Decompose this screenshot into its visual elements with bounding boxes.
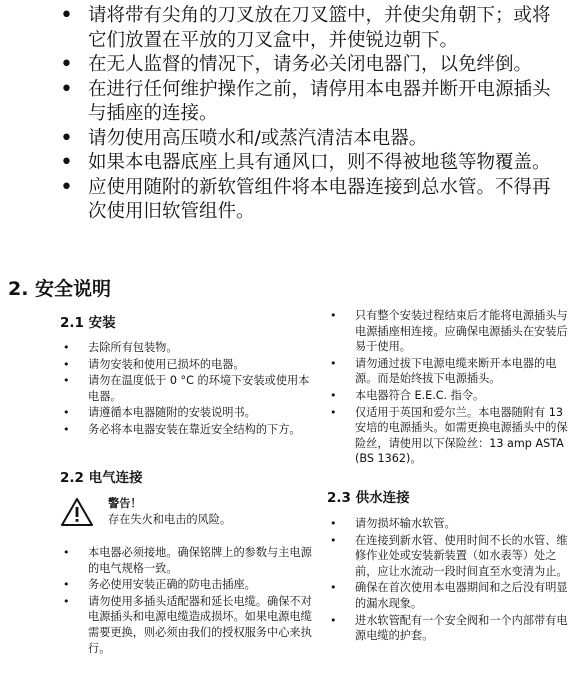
list-item: • 如果本电器底座上具有通风口，则不得被地毯等物覆盖。	[60, 150, 551, 175]
bullet-icon: •	[60, 76, 73, 102]
list-item: • 在无人监督的情况下，请务必关闭电器门，以免绊倒。	[60, 52, 533, 77]
list-item: • 务必使用安装正确的防电击插座。	[63, 578, 256, 592]
list-item: • 应使用随附的新软管组件将本电器连接到总水管。不得再次使用旧软管组件。	[60, 174, 551, 222]
list-item: • 请勿使用多插头适配器和延长电缆。确保不对电源插头和电源电缆造成损坏。如果电源电缆需要更换，则必须由我们的授权服务中心来执行。	[63, 594, 312, 655]
install-list	[60, 340, 312, 439]
water-heading: 2.3 供水连接	[327, 490, 410, 506]
electrical-list-continued	[327, 308, 571, 468]
bullet-icon: •	[63, 422, 70, 436]
list-item: • 请勿损坏输水软管。	[330, 517, 456, 530]
install-heading: 2.1 安装	[60, 315, 116, 331]
section-title: 2. 安全说明	[8, 278, 112, 300]
bullet-icon: •	[330, 533, 337, 547]
list-item: • 务必将本电器安装在靠近安全结构的下方。	[63, 422, 301, 436]
bullet-icon: •	[330, 517, 337, 530]
bullet-icon: •	[330, 309, 337, 322]
list-item: • 仅适用于英国和爱尔兰。本电器随附有 13 安培的电源插头。如需更换电源插头中的保险丝，请使用以下保险丝：13 amp ASTA (BS 1362)。	[330, 405, 568, 466]
list-item: • 请勿在温度低于 0 °C 的环境下安装或使用本电器。	[63, 374, 310, 403]
warning-box	[60, 495, 320, 531]
bullet-icon: •	[63, 357, 70, 371]
bullet-icon: •	[63, 546, 70, 559]
warning-text: 存在失火和电击的风险。	[108, 513, 232, 526]
bullet-icon: •	[60, 125, 73, 151]
warning-triangle-icon	[60, 497, 94, 527]
list-item: • 请遵循本电器随附的安装说明书。	[63, 406, 256, 420]
list-item: • 确保在首次使用本电器期间和之后没有明显的漏水现象。	[330, 581, 568, 610]
bullet-icon: •	[63, 578, 70, 592]
electrical-heading: 2.2 电气连接	[60, 470, 143, 486]
list-item: • 进水软管配有一个安全阀和一个内部带有电源电缆的护套。	[330, 613, 568, 643]
bullet-icon: •	[330, 613, 337, 627]
bullet-icon: •	[63, 594, 70, 608]
bullet-icon: •	[60, 150, 73, 175]
bullet-icon: •	[63, 341, 70, 354]
water-list	[327, 516, 571, 645]
list-item: • 只有整个安装过程结束后才能将电源插头与电源插座相连接。应确保电源插头在安装后易于使用。	[330, 309, 568, 354]
bullet-icon: •	[60, 174, 73, 200]
bullet-icon: •	[63, 374, 70, 388]
list-item: • 请勿通过拔下电源电缆来断开本电器的电源。而是始终拔下电源插头。	[330, 356, 557, 386]
top-safety-list	[50, 4, 568, 225]
list-item: • 本电器符合 E.E.C. 指令。	[330, 388, 485, 402]
bullet-icon: •	[330, 388, 337, 402]
bullet-icon: •	[330, 405, 337, 419]
bullet-icon: •	[63, 406, 70, 420]
list-item: • 请勿安装和使用已损坏的电器。	[63, 357, 245, 371]
bullet-icon: •	[60, 52, 73, 77]
list-item: • 请勿使用高压喷水和/或蒸汽清洁本电器。	[60, 125, 428, 151]
electrical-list	[60, 545, 312, 657]
list-item: • 本电器必须接地。确保铭牌上的参数与主电源的电气规格一致。	[63, 546, 312, 575]
list-item: • 在进行任何维护操作之前，请停用本电器并断开电源插头与插座的连接。	[60, 76, 551, 124]
list-item: • 在连接到新水管、使用时间不长的水管、维修作业处或安装新装置（如水表等）处之前，应让水流动一段时间直至水变清为止。	[330, 533, 568, 578]
bullet-icon: •	[330, 581, 337, 595]
bullet-icon: •	[330, 356, 337, 370]
warning-title: 警告！	[108, 497, 142, 510]
list-item: • 请将带有尖角的刀叉放在刀叉篮中，并使尖角朝下；或将它们放置在平放的刀叉盒中，并使锐边朝下。	[60, 3, 551, 51]
list-item: • 去除所有包装物。	[63, 341, 178, 354]
bullet-icon: •	[60, 3, 73, 28]
